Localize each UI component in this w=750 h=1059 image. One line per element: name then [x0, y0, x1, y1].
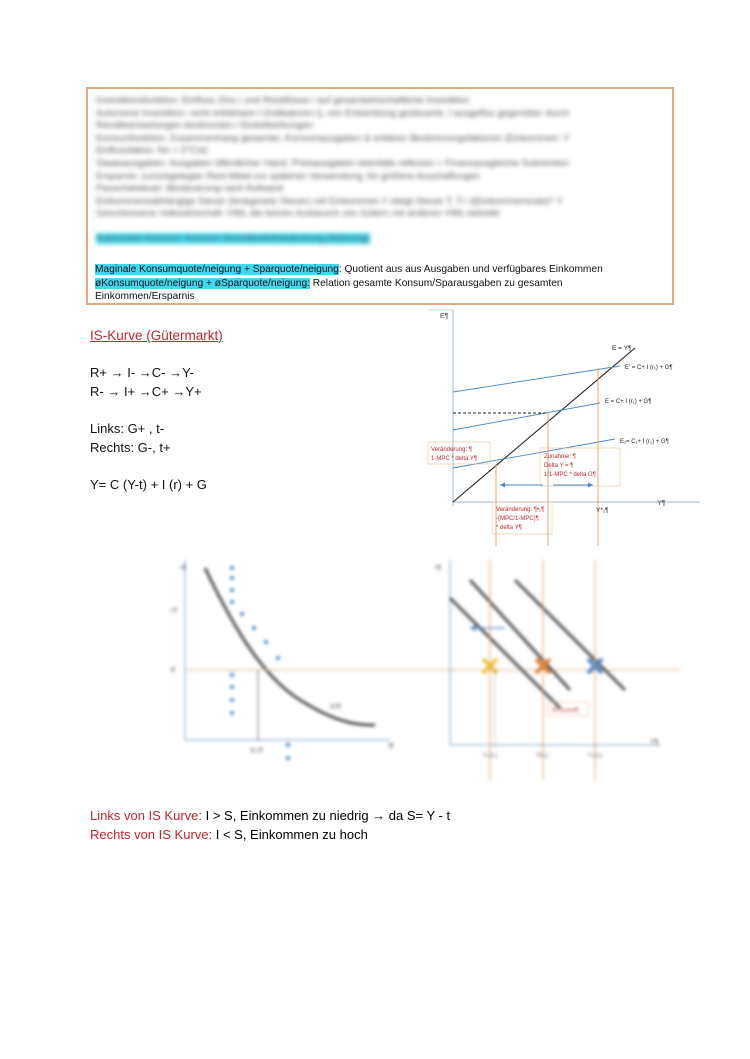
svg-text:IS-Kurve¶: IS-Kurve¶ — [552, 708, 579, 714]
definition-line — [95, 277, 667, 291]
blurred-line: Einflussfaktor, Nn = Z*Cst) — [96, 145, 208, 157]
zunahme-annotation-2: Delta Y = ¶ — [544, 463, 574, 469]
definition-line — [95, 263, 667, 277]
is-left-line — [90, 808, 450, 824]
bottom-annotation-2: -(MPC/1-MPC)¶ — [496, 516, 539, 522]
svg-text:r¶: r¶ — [170, 668, 176, 674]
definition-line: Einkommen/Ersparnis — [95, 291, 195, 302]
e-axis-label: E¶ — [440, 313, 449, 320]
bottom-annotation-3: * delta Y¶ — [496, 525, 522, 531]
blurred-line: Autonome Investition: nicht erklärbare I (Indikatoren I), von Entwicklung gesteuerte. I ausgeflos gegenüber durch — [96, 107, 570, 119]
svg-text:Y₂(r₁): Y₂(r₁) — [588, 753, 603, 759]
blurred-line: Konsumfunktion: Zusammenhang gesamter, Konsumausgaben & erklären Bestimmungsfaktoren (Einkommen: Y — [96, 132, 570, 144]
left-annotation-2: 1-MPC * delta Y¶ — [431, 456, 478, 462]
svg-text:r¶: r¶ — [435, 565, 442, 572]
blurred-line: Staatsausgaben: Ausgaben öffentlicher Hand, Preisausgaben ebenfalls reflexion = Finanzausgleiche Subvention — [96, 157, 570, 169]
blurred-line — [96, 233, 666, 246]
svg-text:r₁¶: r₁¶ — [170, 608, 178, 614]
zunahme-annotation-3: 1/1-MPC * delta G¶ — [544, 472, 596, 478]
is-curve-graphs-blurred — [150, 540, 710, 780]
e-eq-y-label: E = Y¶ — [612, 345, 632, 352]
text-line: Rechts: G-, t+ — [90, 440, 171, 455]
blurred-line: Pauschalsteuer: Besteuerung nach Aufwand — [96, 183, 283, 195]
svg-text:I(r)¶: I(r)¶ — [330, 704, 341, 710]
svg-text:I¶: I¶ — [388, 743, 394, 750]
ystar-label: Y*₁¶ — [596, 507, 609, 514]
svg-text:I(r₁)¶: I(r₁)¶ — [250, 748, 263, 754]
text-line: Y= C (Y-t) + I (r) + G — [90, 477, 207, 492]
highlight-term: øKonsumquote/neigung + øSparquote/neigung: — [95, 277, 310, 289]
definition-text: Relation gesamte Konsum/Sparausgaben zu gesamten — [309, 277, 563, 289]
e-low-label: E₁= C₁+ I (r₁) + G¶ — [620, 439, 669, 445]
e-mid-label: E = C+ I (r₁) + G¶ — [605, 399, 652, 405]
highlight-term: Maginale Konsumquote/neigung + Sparquote/neigung — [95, 264, 339, 275]
y-axis-label: Y¶ — [657, 500, 666, 507]
section-title: IS-Kurve (Gütermarkt) — [90, 328, 223, 343]
definition-text: : Quotient aus aus Ausgaben und verfügbares Einkommen — [338, 264, 603, 275]
svg-text:Y¶: Y¶ — [650, 739, 659, 746]
is-right-line — [90, 827, 368, 843]
red-label: Links von IS Kurve: — [90, 808, 202, 823]
svg-text:r¶: r¶ — [180, 565, 187, 572]
e-prime-label: E' = C+ I (r₁) + G¶ — [625, 365, 673, 371]
text-line: R- → I+ →C+ →Y+ — [90, 384, 202, 399]
blurred-line: Renditeerwartungen bestimmten / Einkeltwirkungen — [96, 120, 314, 132]
text-line: R+ → I- →C- →Y- — [90, 365, 194, 380]
explanation: I < S, Einkommen zu hoch — [212, 827, 368, 842]
definitions-box — [86, 87, 674, 305]
bottom-annotation-1: Veränderung: ¶•₁¶ — [496, 507, 545, 513]
blurred-line: Investitionsfunktion: Einfluss Zins r und Rückflüsse I auf gesamtwirtschaftliche Investition — [96, 95, 470, 106]
blurred-highlight: Autonomer Konsum: Konsum Grundbedürfnisdeckung (Nahrung) — [96, 232, 370, 244]
red-label: Rechts von IS Kurve: — [90, 827, 213, 842]
svg-text:Y(r₁): Y(r₁) — [536, 753, 549, 759]
keynesian-cross-diagram — [420, 306, 720, 546]
explanation: I > S, Einkommen zu niedrig → da S= Y - t — [202, 808, 451, 823]
clear-definitions — [95, 263, 667, 304]
blurred-line: Ersparnis: zurückgelegter Rest Mittel zur späteren Verwendung, für größere Anschaffungen — [96, 170, 480, 182]
blurred-definitions — [96, 95, 666, 246]
text-line: Links: G+ , t- — [90, 421, 165, 436]
svg-text:Y₁(r₁): Y₁(r₁) — [483, 753, 498, 759]
blurred-line: Geschlossene Volkswirtschaft: VWL die keinen Austausch von Gütern mit anderen VWL betreibt — [96, 208, 500, 220]
zunahme-annotation-1: Zunahme: ¶ — [544, 454, 576, 460]
blurred-line: Einkommensabhängige Steuer (lenkgesetz Steuer) mit Einkommen Y steigt Steuer T, T= t(Einkommensrate)* Y — [96, 195, 563, 207]
left-annotation-1: Veränderung: ¶ — [431, 447, 472, 453]
